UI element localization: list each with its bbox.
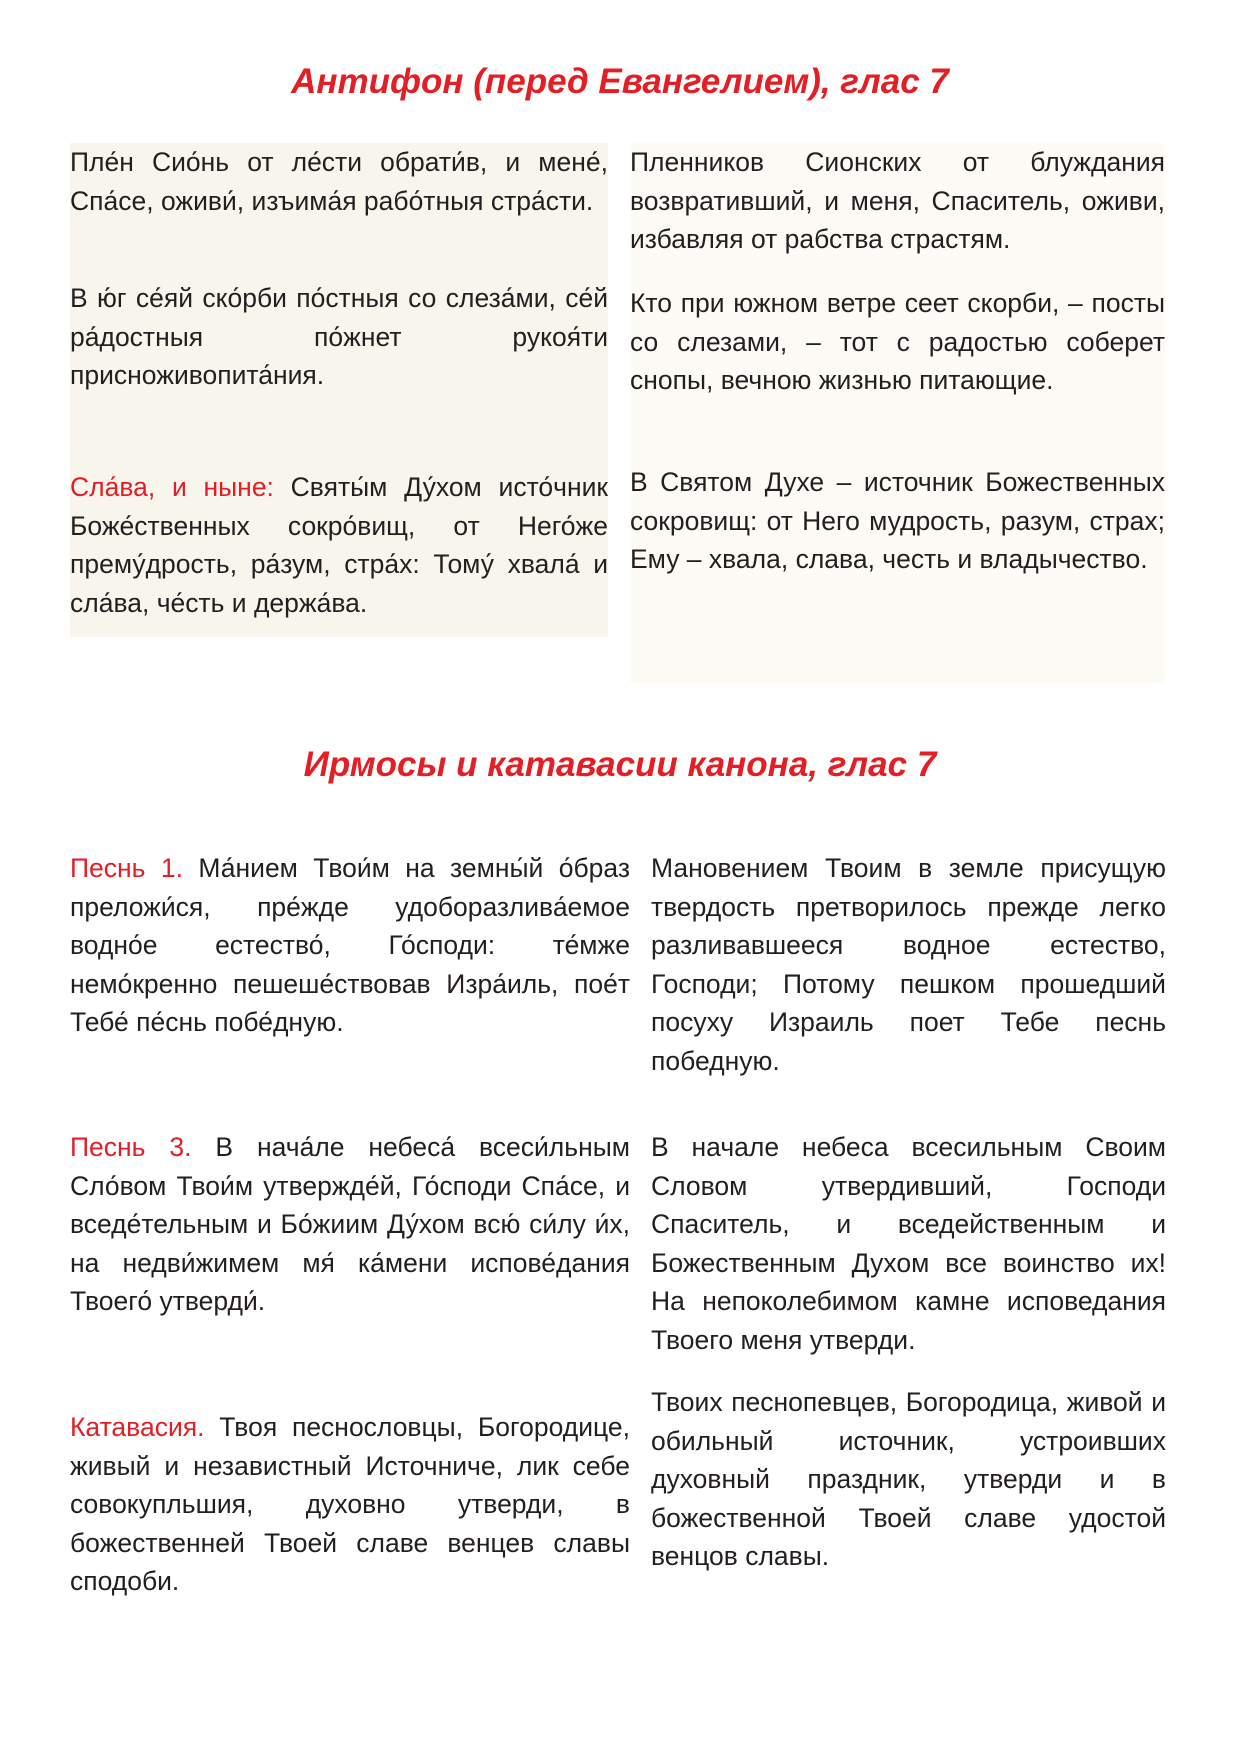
katavasia-label: Катавасия. — [70, 1412, 205, 1442]
katavasia-text: Твоя песнословцы, Богородице, живый и независтный Источниче, лик себе совокупльшия, духовно утверди, в божественней Твоей славе венцев славы сподоби. — [70, 1412, 630, 1596]
antiphon-verse-1 — [70, 143, 608, 220]
katavasia — [70, 1408, 630, 1601]
ode-3-label: Песнь 3. — [70, 1132, 192, 1162]
ode-1-text: Ма́нием Твои́м на земны́й о́браз преложи́ся, пре́жде удоборазлива́емое водно́е естество́, Го́споди: те́мже немо́кренно пешеше́ствовав Изра́иль, пое́т Тебе́ пе́снь побе́дную. — [70, 853, 630, 1037]
ode-1-translation: Мановением Твоим в земле присущую твердость претворилось прежде легко разливавшееся водное естество, Господи; Потому пешком прошедший посуху Израиль поет Тебе песнь победную. — [651, 853, 1166, 1076]
section2-title: Ирмосы и катавасии канона, глас 7 — [303, 745, 937, 784]
antiphon-translation-1: Пленников Сионских от блуждания возвративший, и меня, Спаситель, оживи, избавляя от рабства страстям. — [630, 147, 1165, 254]
antiphon-verse-2-text: В ю́г се́яй ско́рби по́стныя со слеза́ми, се́й ра́достныя по́жнет рукоя́ти присноживопита́ния. — [70, 283, 608, 390]
ode-3 — [70, 1128, 630, 1321]
section2-right-column — [651, 849, 1166, 1609]
antiphon-verse-1-text: Пле́н Сио́нь от ле́сти обрати́в, и мене́, Спа́се, оживи́, изъима́я рабо́тныя стра́сти. — [70, 147, 608, 216]
antiphon-glory-text: Святы́м Ду́хом исто́чник Боже́ственных сокро́вищ, от Него́же прему́дрость, ра́зум, стра́х: Тому́ хвала́ и сла́ва, че́сть и держа́ва. — [70, 472, 608, 618]
antiphon-glory-label: Сла́ва, и ныне: — [70, 472, 274, 502]
section2-left-column — [70, 849, 630, 1609]
ode-3-text: В нача́ле небеса́ всеси́льным Сло́вом Твои́м утвержде́й, Го́споди Спа́се, и вседе́тельным и Бо́жиим Ду́хом всю́ си́лу и́х, на недви́жимем мя́ ка́мени испове́дания Твоего́ утверди́. — [70, 1132, 630, 1316]
ode-3-translation: В начале небеса всесильным Своим Словом утвердивший, Господи Спаситель, и вседейственным и Божественным Духом все воинство их! На непоколебимом камне исповедания Твоего меня утверди. — [651, 1132, 1166, 1355]
antiphon-translation-3: В Святом Духе – источник Божественных сокровищ: от Него мудрость, разум, страх; Ему – хвала, слава, честь и владычество. — [630, 467, 1165, 574]
section1-left-column — [70, 143, 608, 637]
katavasia-translation: Твоих песнопевцев, Богородица, живой и обильный источник, устроивших духовный праздник, утверди и в божественной Твоей славе удостой венцов славы. — [651, 1387, 1166, 1571]
section1-title: Антифон (перед Евангелием), глас 7 — [291, 62, 949, 101]
ode-1-label: Песнь 1. — [70, 853, 183, 883]
antiphon-translation-2: Кто при южном ветре сеет скорби, – посты со слезами, – тот с радостью соберет снопы, вечною жизнью питающие. — [630, 288, 1165, 395]
section1-right-column — [630, 143, 1165, 683]
ode-1 — [70, 849, 630, 1042]
antiphon-glory — [70, 468, 608, 622]
antiphon-verse-2 — [70, 279, 608, 395]
